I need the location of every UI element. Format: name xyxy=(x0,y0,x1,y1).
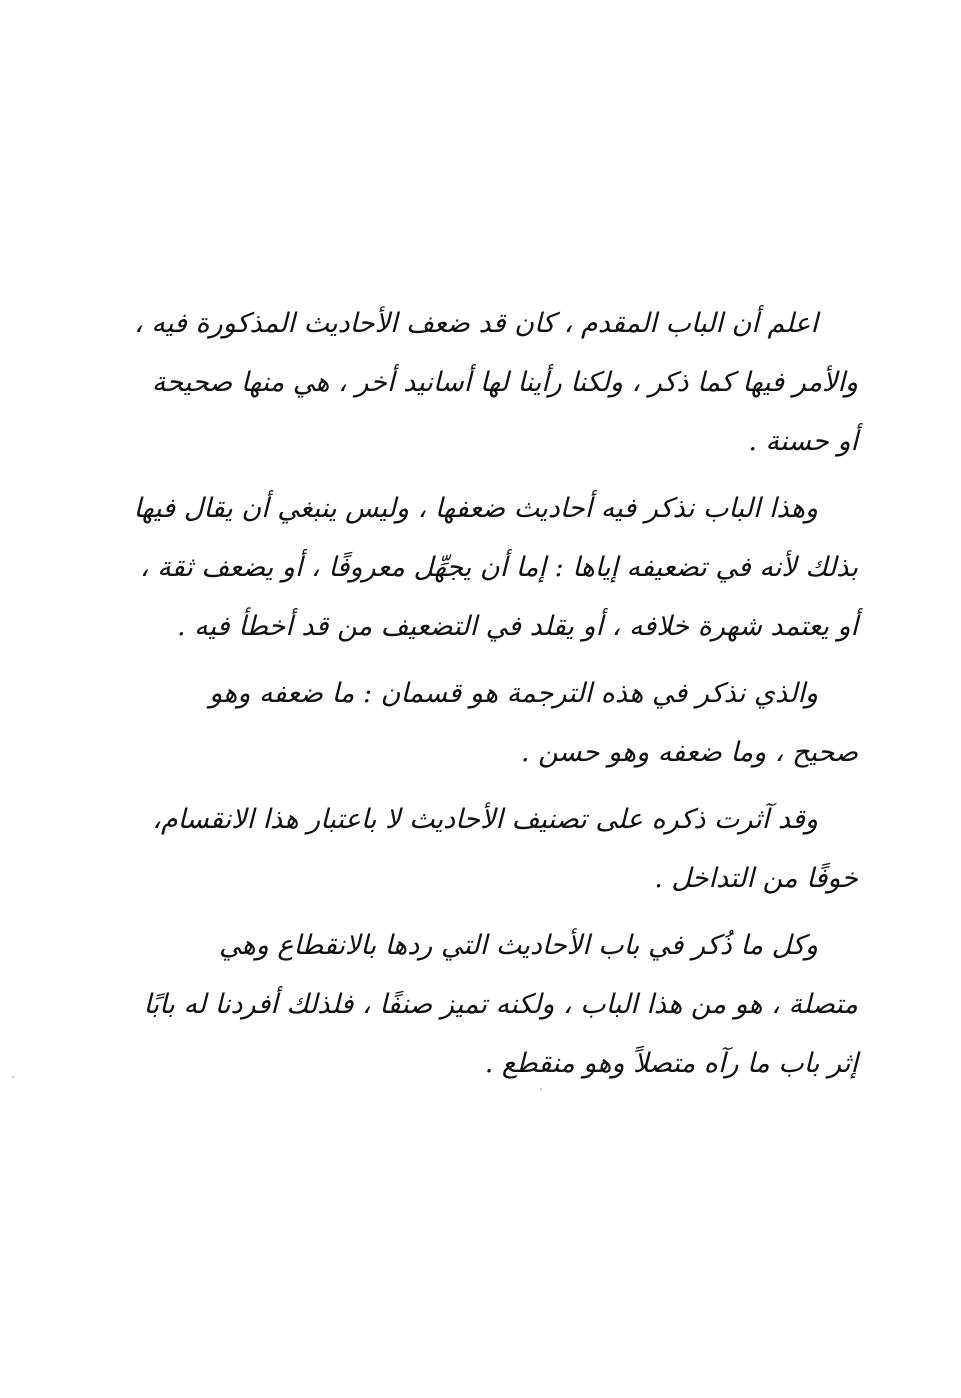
paragraph-5 xyxy=(143,916,898,1093)
text-line: صحيح ، وما ضعفه وهو حسن . xyxy=(520,737,858,768)
text-line: إثر باب ما رآه متصلاً وهو منقطع . xyxy=(484,1048,858,1079)
text-line: اعلم أن الباب المقدم ، كان قد ضعف الأحاديث المذكورة فيه ، xyxy=(134,308,818,339)
text-line: أو يعتمد شهرة خلافه ، أو يقلد في التضعيف من قد أخطأ فيه . xyxy=(176,611,858,642)
scan-speck xyxy=(12,1076,14,1078)
text-line: وكل ما ذُكر في باب الأحاديث التي ردها بالانقطاع وهي xyxy=(219,930,818,961)
text-line: بذلك لأنه في تضعيفه إياها : إما أن يجهِّل معروفًا ، أو يضعف ثقة ، xyxy=(139,552,858,583)
paragraph-3 xyxy=(186,664,898,782)
paragraph-2 xyxy=(133,479,898,656)
paragraph-1 xyxy=(134,294,898,471)
text-line: والأمر فيها كما ذكر ، ولكنا رأينا لها أسانيد أخر ، هي منها صحيحة xyxy=(151,367,858,398)
paragraph-4 xyxy=(152,790,898,908)
text-line: وهذا الباب نذكر فيه أحاديث ضعفها ، وليس ينبغي أن يقال فيها xyxy=(133,493,818,524)
text-line: متصلة ، هو من هذا الباب ، ولكنه تميز صنفًا ، فلذلك أفردنا له بابًا xyxy=(143,989,858,1020)
body-text xyxy=(133,294,898,1101)
text-line: وقد آثرت ذكره على تصنيف الأحاديث لا باعتبار هذا الانقسام، xyxy=(152,804,818,835)
text-line: خوفًا من التداخل . xyxy=(654,863,858,894)
text-line: أو حسنة . xyxy=(748,426,858,457)
text-line: والذي نذكر في هذه الترجمة هو قسمان : ما ضعفه وهو xyxy=(209,678,818,709)
